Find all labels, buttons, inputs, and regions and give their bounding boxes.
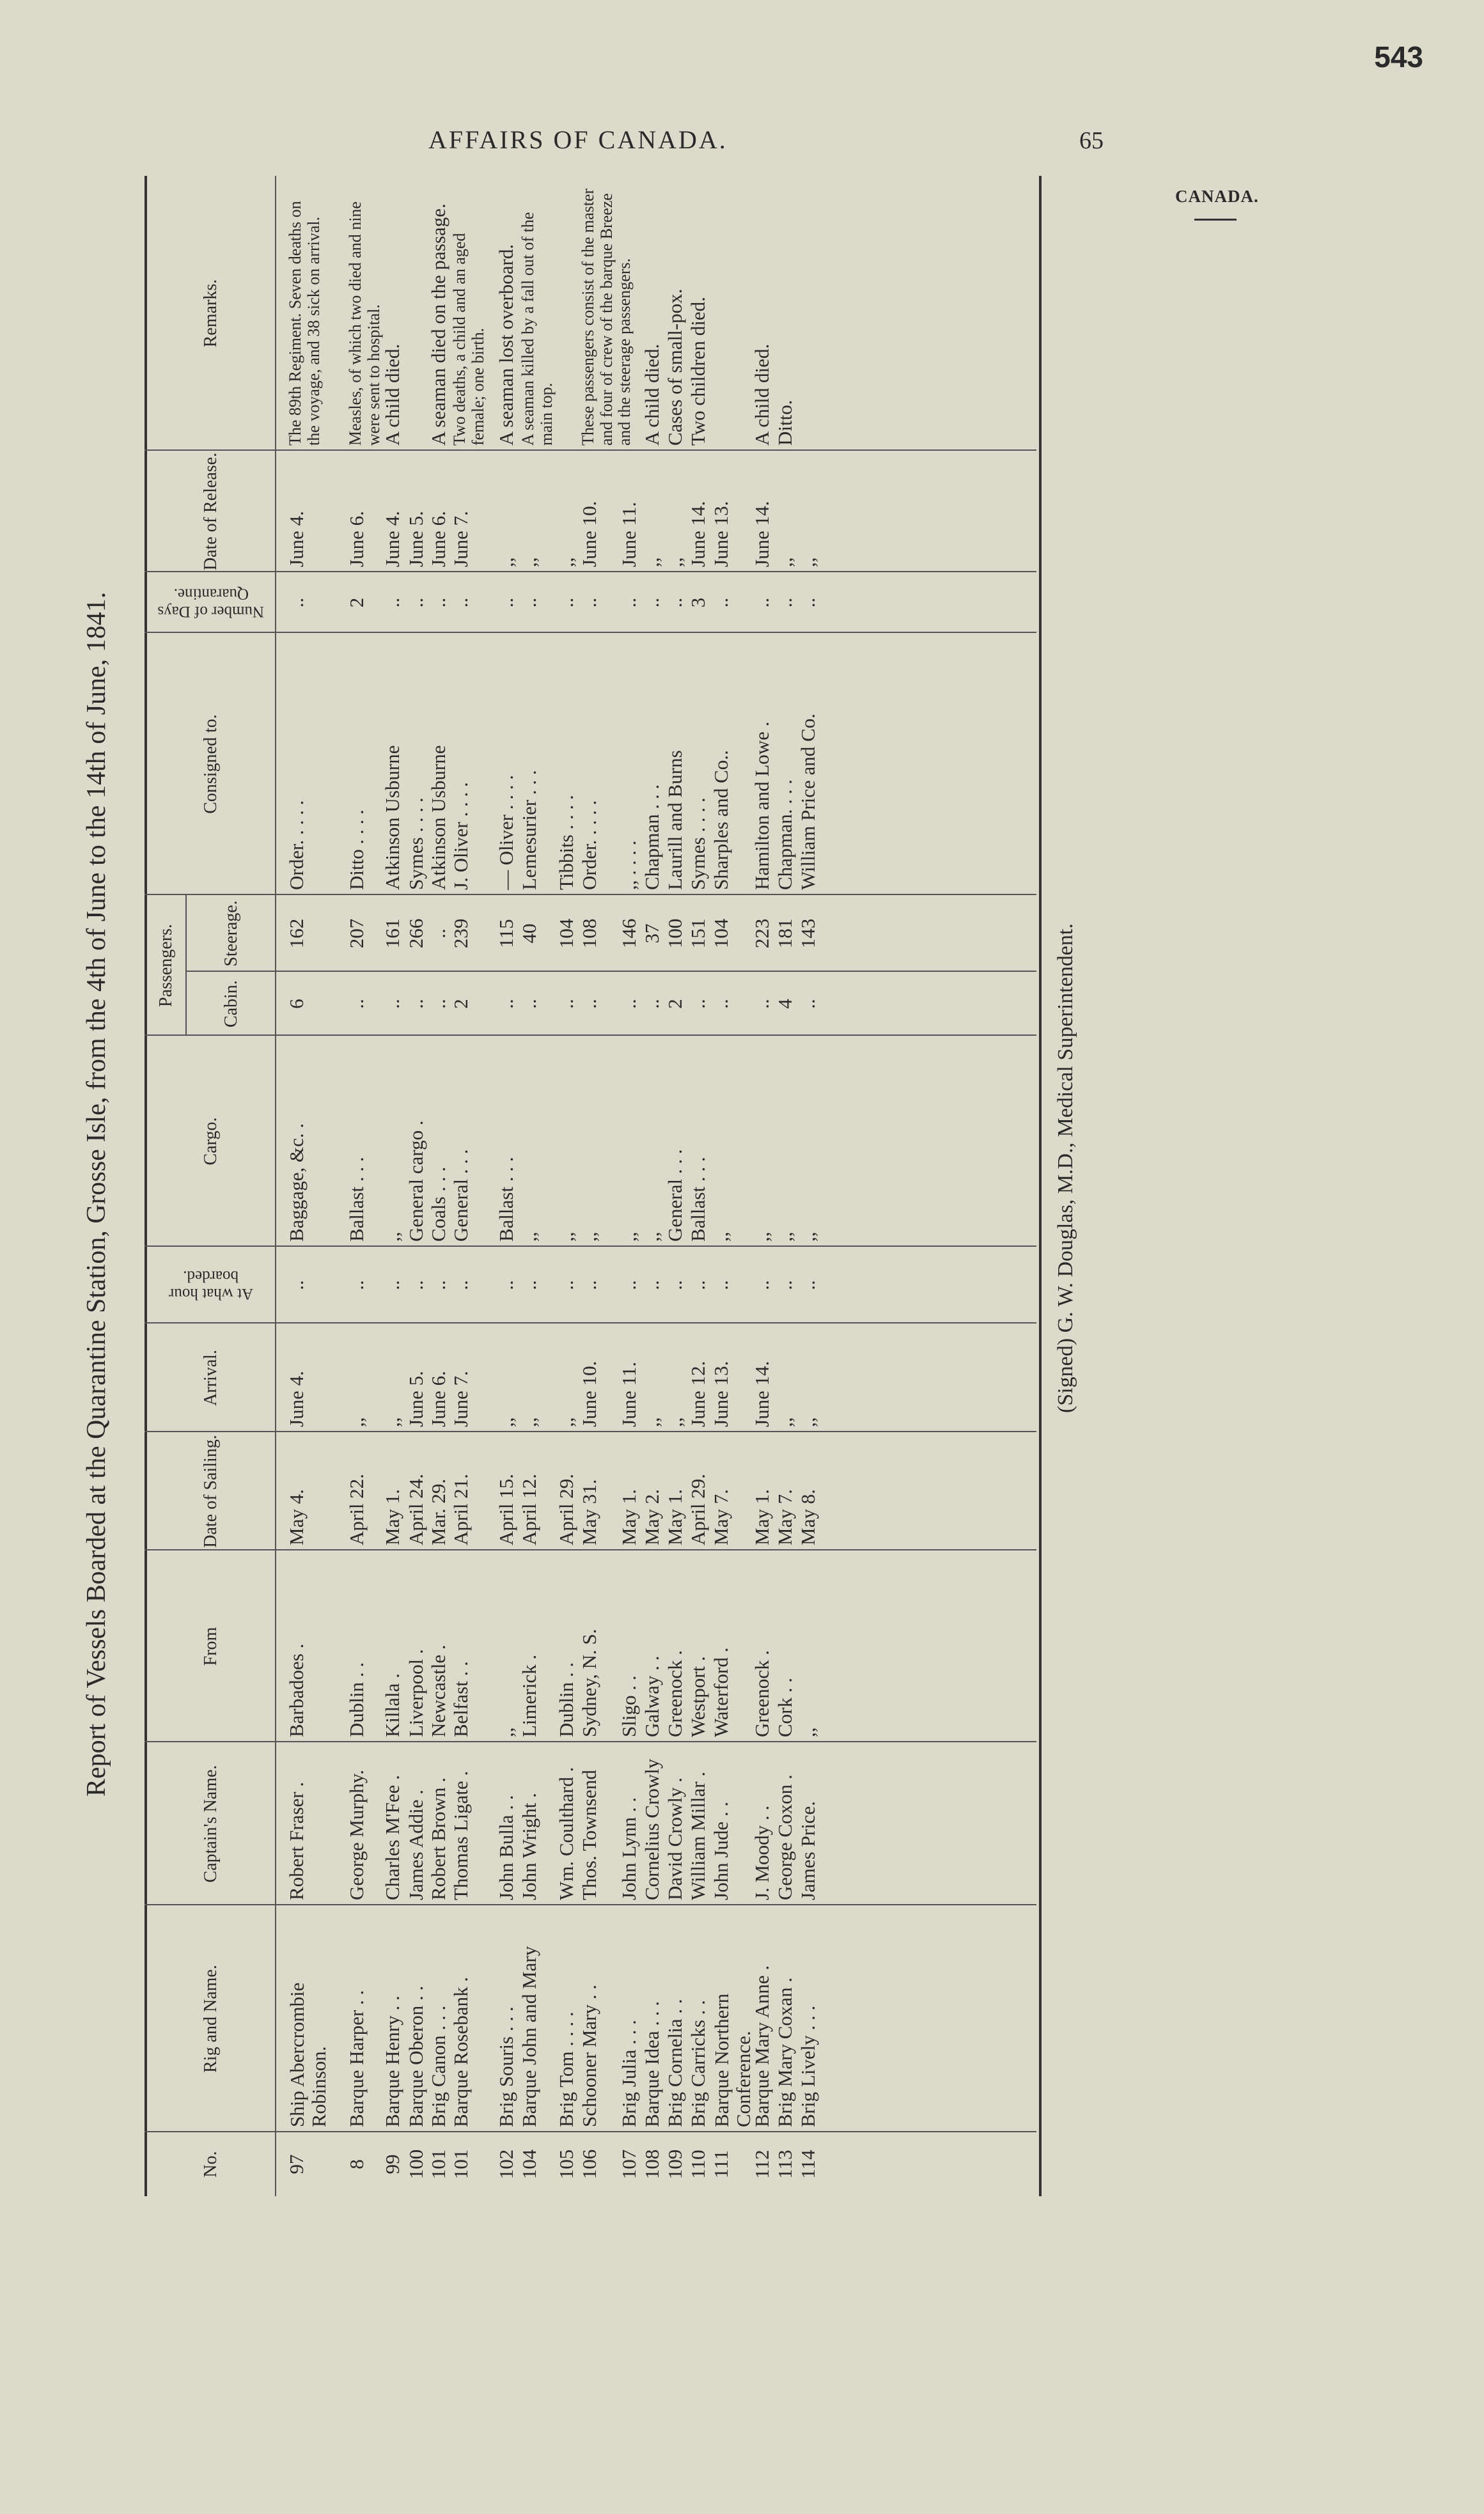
cell-sailing: April 15. [495,1474,517,1545]
cell-boarded: .. [518,1280,540,1290]
cell-no: 105 [555,2149,577,2180]
cell-release: June 10. [578,501,600,567]
cell-release: ,, [518,557,540,567]
cell-remarks: A seaman lost overboard. [495,244,517,446]
cell-days: .. [449,597,472,608]
cell-rig: Barque John and Mary [518,1946,540,2127]
cell-steerage: 223 [751,918,773,949]
cell-cargo: ,, [797,1231,819,1242]
cell-days: .. [710,597,732,608]
cell-cargo: General cargo . [405,1120,427,1242]
column-divider [144,1549,1036,1550]
cell-release: ,, [774,557,796,567]
cell-boarded: .. [664,1280,686,1290]
passengers-group-rule [185,895,187,1036]
cell-steerage: 161 [381,918,403,949]
cell-sailing: April 22. [345,1474,368,1545]
cell-captain: Thomas Ligate . [449,1770,472,1900]
cell-days: 3 [687,597,709,608]
cell-release: ,, [797,557,819,567]
cell-consigned: ,, . . . . [618,840,640,890]
cell-rig: Brig Julia . . . [618,2020,640,2127]
cell-steerage: 239 [449,918,472,949]
header-steerage: Steerage. [221,900,242,967]
cell-boarded: .. [495,1280,517,1290]
header-release: Date of Release. [200,452,221,571]
cell-boarded: .. [405,1280,427,1290]
cell-release: June 14. [751,501,773,567]
cell-days: .. [405,597,427,608]
cell-sailing: May 4. [285,1489,308,1545]
cell-from: Westport . [687,1656,709,1737]
cell-from: Barbadoes . [285,1643,308,1737]
cell-arrival: June 14. [751,1361,773,1427]
cell-release: June 7. [449,511,472,567]
cell-rig: Brig Carricks . . [687,2000,709,2127]
cell-steerage: 108 [578,918,600,949]
cell-captain: Charles M'Fee . [381,1775,403,1900]
header-consigned: Consigned to. [200,714,221,814]
cell-days: .. [797,597,819,608]
cell-cabin: .. [427,999,449,1009]
cell-no: 111 [710,2150,732,2179]
cell-boarded: .. [751,1280,773,1290]
cell-no: 101 [427,2149,449,2180]
cell-sailing: April 29. [687,1474,709,1545]
cell-cabin: .. [578,999,600,1009]
cell-no: 113 [774,2150,796,2179]
cell-sailing: May 1. [381,1489,403,1545]
cell-no: 112 [751,2150,773,2179]
cell-steerage: 207 [345,918,368,949]
cell-remarks: A seaman killed by a fall out of the main top. [519,212,556,446]
cell-consigned: Ditto . . . . [345,809,368,890]
cell-captain: Robert Brown . [427,1777,449,1900]
cell-days: .. [518,597,540,608]
cell-cabin: .. [345,999,368,1009]
cell-no: 107 [618,2149,640,2180]
cell-cabin: .. [797,999,819,1009]
header-from: From [200,1627,221,1666]
cell-from: Liverpool . [405,1649,427,1737]
cell-no: 100 [405,2149,427,2180]
cell-consigned: J. Oliver . . . . [449,782,472,890]
cell-from: Sligo . . [618,1675,640,1737]
header-cargo: Cargo. [200,1117,221,1166]
cell-cargo: ,, [381,1231,403,1242]
cell-boarded: .. [618,1280,640,1290]
cell-from: Cork . . [774,1678,796,1737]
cell-boarded: .. [797,1280,819,1290]
cell-rig: Schooner Mary . . [578,1985,600,2127]
cell-boarded: .. [710,1280,732,1290]
cell-steerage: 266 [405,918,427,949]
cell-boarded: .. [641,1280,663,1290]
cell-cargo: Coals . . . [427,1166,449,1242]
cell-from: Sydney, N. S. [578,1628,600,1737]
cell-consigned: Order. . . . . [578,800,600,890]
cell-arrival: June 5. [405,1371,427,1427]
cell-consigned: Order. . . . . [285,800,308,890]
cell-remarks: A child died. [381,343,403,446]
cell-no: 104 [518,2149,540,2180]
cell-release: June 11. [618,501,640,567]
cell-cabin: .. [518,999,540,1009]
cell-sailing: May 1. [664,1489,686,1545]
cell-sailing: April 12. [518,1474,540,1545]
cell-no: 108 [641,2149,663,2180]
cell-arrival: ,, [495,1417,517,1427]
header-boarded: At what hour boarded. [169,1268,253,1303]
cell-steerage: 40 [518,923,540,944]
cell-captain: David Crowly . [664,1777,686,1900]
cell-captain: George Coxon . [774,1774,796,1900]
cell-days: 2 [345,597,368,608]
cell-cargo: ,, [774,1231,796,1242]
cell-from: Belfast . . [449,1661,472,1737]
column-divider [144,1904,1036,1905]
cell-consigned: Atkinson Usburne [381,745,403,890]
cell-days: .. [618,597,640,608]
header-no: No. [200,2151,221,2178]
cell-captain: John Lynn . . [618,1797,640,1900]
cell-consigned: — Oliver . . . . [495,775,517,890]
header-passengers: Passengers. [155,924,176,1007]
column-divider [185,971,1036,972]
report-caption: Report of Vessels Boarded at the Quarantine Station, Grosse Isle, from the 4th of June to the 14th of June, 1841. [82,591,111,1797]
cell-captain: James Addie . [405,1789,427,1900]
cell-consigned: Hamilton and Lowe . [751,721,773,890]
cell-rig: Barque Idea . . . [641,2001,663,2127]
cell-arrival: June 13. [710,1361,732,1427]
cell-remarks: Cases of small-pox. [664,288,686,446]
cell-cabin: 6 [285,999,308,1009]
cell-arrival: June 12. [687,1361,709,1427]
cell-arrival: ,, [345,1417,368,1427]
cell-cargo: ,, [555,1231,577,1242]
cell-steerage: 100 [664,918,686,949]
cell-arrival: June 7. [449,1371,472,1427]
cell-cabin: 2 [449,999,472,1009]
cell-days: .. [381,597,403,608]
cell-cargo: ,, [618,1231,640,1242]
cell-cargo: ,, [710,1231,732,1242]
header-cabin: Cabin. [221,980,242,1027]
cell-sailing: April 24. [405,1474,427,1545]
cell-release: ,, [641,557,663,567]
cell-cabin: .. [710,999,732,1009]
page-number: 543 [1374,40,1423,74]
cell-consigned: William Price and Co. [797,714,819,890]
cell-cargo: ,, [578,1231,600,1242]
cell-remarks: Ditto. [774,400,796,446]
cell-remarks: A child died. [751,343,773,446]
cell-cabin: 4 [774,999,796,1009]
cell-arrival: ,, [381,1417,403,1427]
cell-release: ,, [555,557,577,567]
cell-arrival: June 6. [427,1371,449,1427]
cell-cabin: .. [495,999,517,1009]
cell-sailing: Mar. 29. [427,1478,449,1545]
sidebar-rule [1194,219,1237,221]
cell-release: ,, [664,557,686,567]
cell-days: .. [495,597,517,608]
cell-days: .. [555,597,577,608]
rotated-report [83,160,1093,2468]
column-divider [144,1741,1036,1742]
cell-rig: Brig Mary Coxan . [774,1977,796,2127]
printed-page-number: 65 [1079,127,1104,154]
cell-steerage: 146 [618,918,640,949]
cell-consigned: Tibbits . . . . [555,795,577,890]
cell-steerage: 37 [641,923,663,944]
cell-sailing: April 29. [555,1474,577,1545]
cell-cabin: .. [641,999,663,1009]
cell-from: Limerick . [518,1654,540,1737]
cell-sailing: May 31. [578,1479,600,1545]
cell-remarks: The 89th Regiment. Seven deaths on the voyage, and 38 sick on arrival. [286,201,323,446]
cell-cargo: Ballast . . . [687,1157,709,1242]
cell-sailing: May 8. [797,1489,819,1545]
header-remarks: Remarks. [200,279,221,348]
cell-consigned: Sharples and Co.. [710,750,732,890]
header-captain: Captain's Name. [200,1765,221,1883]
cell-rig: Barque Henry . . [381,1995,403,2127]
cell-cabin: .. [555,999,577,1009]
cell-no: 109 [664,2149,686,2180]
cell-from: Newcastle . [427,1644,449,1737]
cell-captain: George Murphy. [345,1769,368,1900]
cell-consigned: Chapman . . . [641,784,663,890]
cell-from: Galway . . [641,1655,663,1737]
cell-no: 101 [449,2149,472,2180]
cell-rig: Brig Canon . . . [427,2005,449,2127]
column-divider [144,1431,1036,1432]
cell-boarded: .. [687,1280,709,1290]
cell-cargo: General . . . [449,1149,472,1242]
cell-release: June 6. [427,511,449,567]
cell-rig: Barque Rosebank . [449,1976,472,2127]
cell-boarded: .. [774,1280,796,1290]
cell-from: Dublin . . [555,1662,577,1737]
cell-captain: James Price. [797,1801,819,1900]
cell-from: ,, [797,1727,819,1737]
cell-remarks: These passengers consist of the master and four of crew of the barque Breeze and the steerage passengers. [579,188,634,446]
cell-remarks: Measles, of which two died and nine were sent to hospital. [346,201,383,446]
cell-cargo: Ballast . . . [495,1157,517,1242]
header-rule [275,176,276,2196]
cell-rig: Brig Lively . . . [797,2005,819,2127]
cell-days: .. [641,597,663,608]
cell-cabin: 2 [664,999,686,1009]
cell-cargo: ,, [518,1231,540,1242]
cell-remarks: A seaman died on the passage. [427,203,449,446]
header-sailing: Date of Sailing. [200,1435,221,1548]
cell-steerage: .. [427,928,449,939]
cell-captain: John Bulla . . [495,1795,517,1900]
cell-days: .. [427,597,449,608]
cell-arrival: ,, [797,1417,819,1427]
cell-rig: Brig Souris . . . [495,2006,517,2127]
cell-no: 114 [797,2150,819,2179]
cell-rig: Brig Tom . . . . [555,2011,577,2127]
cell-remarks: A child died. [641,343,663,446]
cell-arrival: ,, [555,1417,577,1427]
cell-release: June 4. [285,511,308,567]
header-arrival: Arrival. [200,1350,221,1406]
cell-from: Dublin . . [345,1662,368,1737]
cell-boarded: .. [427,1280,449,1290]
cell-consigned: Laurill and Burns [664,750,686,890]
cell-arrival: ,, [641,1417,663,1427]
cell-days: .. [285,597,308,608]
cell-boarded: .. [578,1280,600,1290]
cell-rig: Barque Northern Conference. [710,1993,755,2127]
cell-steerage: 143 [797,918,819,949]
cell-no: 110 [687,2150,709,2179]
cell-arrival: ,, [774,1417,796,1427]
cell-cabin: .. [405,999,427,1009]
cell-captain: John Wright . [518,1793,540,1900]
cell-sailing: May 1. [751,1489,773,1545]
cell-cargo: ,, [641,1231,663,1242]
cell-release: June 14. [687,501,709,567]
cell-no: 97 [285,2154,308,2174]
cell-steerage: 115 [495,919,517,948]
column-divider [144,449,1036,451]
sidebar-label: CANADA. [1175,187,1259,206]
cell-cargo: Baggage, &c. . [285,1123,308,1242]
cell-arrival: June 10. [578,1361,600,1427]
cell-boarded: .. [449,1280,472,1290]
cell-captain: John Jude . . [710,1801,732,1900]
cell-captain: William Millar . [687,1771,709,1900]
cell-cargo: Ballast . . . [345,1157,368,1242]
cell-cargo: ,, [751,1231,773,1242]
cell-rig: Barque Mary Anne . [751,1965,773,2127]
cell-no: 99 [381,2154,403,2174]
cell-arrival: June 4. [285,1371,308,1427]
cell-release: June 6. [345,511,368,567]
cell-boarded: .. [285,1280,308,1290]
cell-sailing: May 7. [710,1489,732,1545]
cell-steerage: 104 [555,918,577,949]
cell-release: June 4. [381,511,403,567]
signature: (Signed) G. W. Douglas, M.D., Medical Superintendent. [1054,923,1077,1413]
running-title: AFFAIRS OF CANADA. [428,125,728,154]
cell-days: .. [578,597,600,608]
cell-cabin: .. [618,999,640,1009]
cell-cabin: .. [381,999,403,1009]
header-days: Number of Days Quarantine. [157,585,265,620]
cell-captain: J. Moody . . [751,1805,773,1900]
cell-arrival: ,, [518,1417,540,1427]
cell-sailing: May 2. [641,1489,663,1545]
cell-arrival: June 11. [618,1361,640,1427]
cell-captain: Thos. Townsend [578,1770,600,1900]
cell-no: 106 [578,2149,600,2180]
cell-boarded: .. [555,1280,577,1290]
cell-boarded: .. [345,1280,368,1290]
cell-from: Greenock . [751,1650,773,1737]
cell-rig: Ship Abercrombie Robinson. [286,1982,331,2127]
cell-from: Killala . [381,1673,403,1737]
cell-remarks: Two children died. [687,297,709,446]
cell-days: .. [751,597,773,608]
cell-consigned: Lemesurier . . . [518,770,540,890]
cell-remarks: Two deaths, a child and an aged female; one birth. [450,233,487,446]
cell-rig: Barque Harper . . [345,1990,368,2127]
cell-sailing: April 21. [449,1474,472,1545]
cell-captain: Robert Fraser . [285,1781,308,1900]
cell-steerage: 181 [774,918,796,949]
cell-consigned: Symes . . . . [405,797,427,890]
cell-steerage: 151 [687,918,709,949]
cell-consigned: Symes . . . . [687,797,709,890]
cell-release: ,, [495,557,517,567]
cell-consigned: Atkinson Usburne [427,745,449,890]
cell-from: Waterford . [710,1647,732,1737]
cell-steerage: 162 [285,918,308,949]
cell-days: .. [774,597,796,608]
cell-cabin: .. [687,999,709,1009]
cell-captain: Cornelius Crowly [641,1758,663,1900]
cell-sailing: May 1. [618,1489,640,1545]
cell-arrival: ,, [664,1417,686,1427]
cell-from: Greenock . [664,1650,686,1737]
cell-steerage: 104 [710,918,732,949]
cell-days: .. [664,597,686,608]
cell-captain: Wm. Coulthard . [555,1767,577,1900]
cell-rig: Barque Oberon . . [405,1985,427,2127]
cell-no: 8 [345,2159,368,2169]
cell-cabin: .. [751,999,773,1009]
cell-no: 102 [495,2149,517,2180]
cell-boarded: .. [381,1280,403,1290]
cell-cargo: General . . . [664,1149,686,1242]
cell-consigned: Chapman. . . . [774,779,796,890]
cell-from: ,, [495,1727,517,1737]
header-rig: Rig and Name. [200,1965,221,2073]
cell-sailing: May 7. [774,1489,796,1545]
cell-release: June 5. [405,511,427,567]
cell-release: June 13. [710,501,732,567]
cell-rig: Brig Cornelia . . [664,1999,686,2127]
